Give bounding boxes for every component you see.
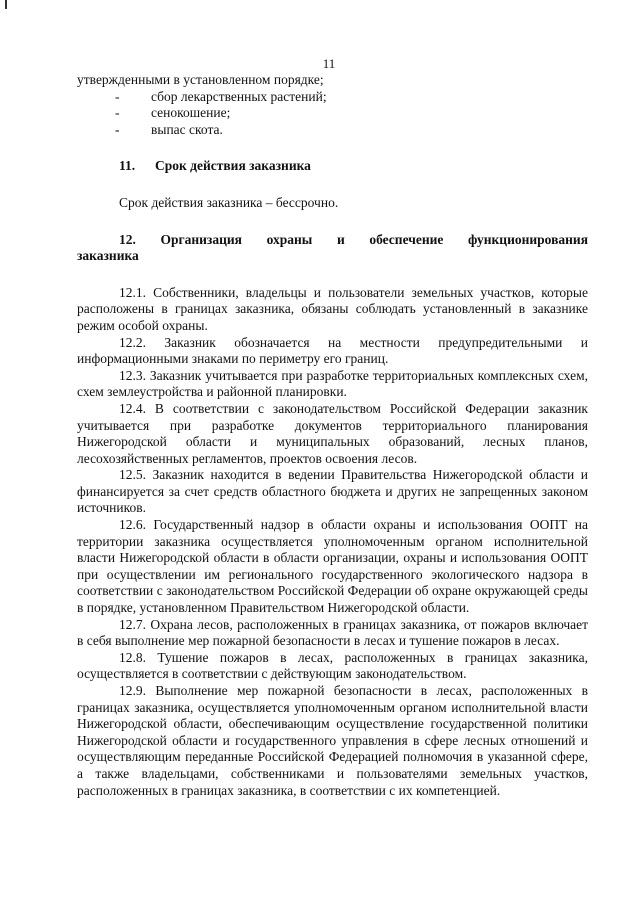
section-12-heading [77, 232, 588, 249]
list-item-text: сбор лекарственных растений; [151, 88, 327, 104]
section-number: 11. [119, 158, 136, 174]
page-number: 11 [322, 56, 336, 71]
paragraph-12-4: 12.4. В соответствии с законодательством Российской Федерации заказник учитывается при разработке документов территориального планирования Нижегородской области и муниципальных образований, лесных планов, лесохозяйственных регламентов, проектов освоения лесов. [77, 400, 588, 466]
section-number: 12. [119, 231, 136, 247]
intro-line: утвержденными в установленном порядке; [77, 72, 324, 87]
paragraph-12-2: 12.2. Заказник обозначается на местности предупредительными и информационными знаками по периметру его границ. [77, 334, 588, 367]
list-dash: - [115, 88, 120, 104]
section-11-text: Срок действия заказника – бессрочно. [119, 194, 339, 210]
section-12-heading-tail: заказника [77, 248, 139, 264]
heading-word: обеспечение [369, 231, 444, 247]
list-item-text: выпас скота. [151, 121, 223, 137]
paragraph-12-8: 12.8. Тушение пожаров в лесах, расположенных в границах заказника, осуществляется в соответствии с действующим законодательством. [77, 649, 588, 682]
paragraph-12-5: 12.5. Заказник находится в ведении Правительства Нижегородской области и финансируется за счет средств областного бюджета и других не запрещенных законом источников. [77, 467, 588, 516]
section-11-heading [77, 158, 588, 175]
heading-word: и [336, 231, 345, 247]
heading-word: охраны [266, 231, 313, 247]
list-item [77, 105, 588, 122]
paragraph-12-3: 12.3. Заказник учитывается при разработке территориальных комплексных схем, схем землеустройства и районной планировки. [77, 367, 588, 400]
heading-word: Организация [160, 231, 242, 247]
heading-word: функционирования [468, 231, 588, 247]
paragraph-12-6: 12.6. Государственный надзор в области охраны и использования ООПТ на территории заказника осуществляется уполномоченным органом исполнительной власти Нижегородской области в области организации, охраны и использования ООПТ при осуществлении им регионального государственного экологического надзора в соответствии с законодательством Российской Федерации об охране окружающей среды в порядке, установленном Правительством Нижегородской области. [77, 517, 588, 616]
document-body [77, 72, 588, 799]
list-dash: - [115, 121, 120, 137]
paragraph-12-7: 12.7. Охрана лесов, расположенных в границах заказника, от пожаров включает в себя выполнение мер пожарной безопасности в лесах и тушение пожаров в лесах. [77, 616, 588, 649]
list-item [77, 89, 588, 106]
list-item [77, 122, 588, 139]
list-dash: - [115, 105, 120, 121]
paragraph-12-9: 12.9. Выполнение мер пожарной безопасности в лесах, расположенных в границах заказника, осуществляется уполномоченным органом исполнительной власти Нижегородской области, обеспечивающим осуществление государственной политики Нижегородской области и государственного управления в сфере лесных отношений и осуществляющим переданные Российской Федерацией полномочия в указанной сфере, а также владельцами, собственниками и пользователями земельных участков, расположенных в границах заказника, в соответствии с их компетенцией. [77, 683, 588, 798]
section-title: Срок действия заказника [155, 158, 311, 174]
paragraph-12-1: 12.1. Собственники, владельцы и пользователи земельных участков, которые расположены в границах заказника, обязаны соблюдать установленный в заказнике режим особой охраны. [77, 284, 588, 333]
scan-edge-mark [5, 0, 7, 9]
list-item-text: сенокошение; [151, 105, 231, 121]
prohibited-activities-list [77, 89, 588, 139]
